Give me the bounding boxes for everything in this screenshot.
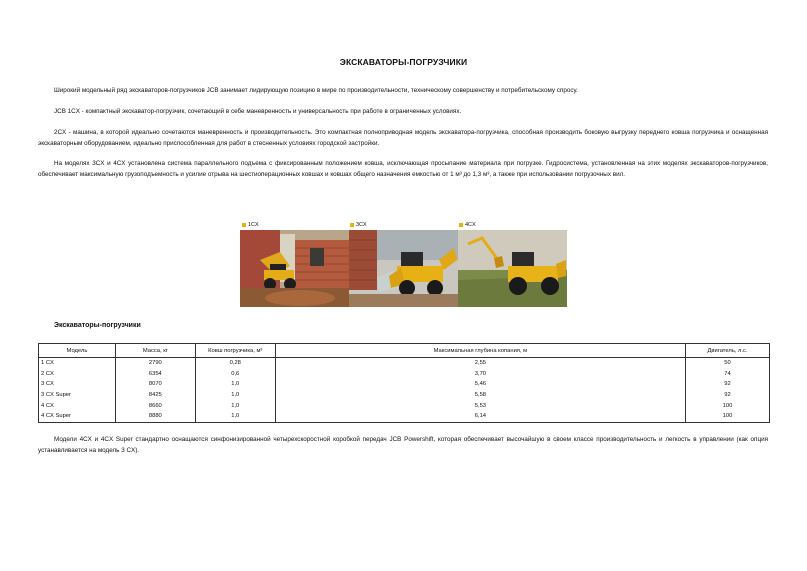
cell-engine: 74 bbox=[686, 369, 770, 380]
table-title: Экскаваторы-погрузчики bbox=[54, 322, 141, 329]
table-row bbox=[39, 400, 770, 411]
cell-bucket: 1,0 bbox=[195, 411, 275, 422]
cell-model: 3 CX Super bbox=[39, 390, 116, 401]
cell-dig-depth: 5,58 bbox=[275, 390, 685, 401]
table-row bbox=[39, 369, 770, 380]
cell-mass: 6354 bbox=[115, 369, 195, 380]
cell-bucket: 1,0 bbox=[195, 400, 275, 411]
header-mass: Масса, кг bbox=[115, 344, 195, 358]
cell-dig-depth: 5,46 bbox=[275, 379, 685, 390]
paragraph-1cx: JCB 1CX - компактный экскаватор-погрузчик, сочетающий в себе маневренность и универсальность при работе в ограниченных условиях. bbox=[54, 108, 462, 115]
table-header-row bbox=[39, 344, 770, 358]
intro-paragraph: Широкий модельный ряд экскаваторов-погрузчиков JCB занимает лидирующую позицию в мире по производительности, техническому совершенству и потребительскому спросу. bbox=[54, 87, 578, 94]
cell-dig-depth: 2,55 bbox=[275, 358, 685, 369]
table-row bbox=[39, 358, 770, 369]
cell-engine: 50 bbox=[686, 358, 770, 369]
cell-bucket: 1,0 bbox=[195, 379, 275, 390]
cell-mass: 8425 bbox=[115, 390, 195, 401]
cell-bucket: 0,6 bbox=[195, 369, 275, 380]
photo-4cx bbox=[458, 230, 567, 307]
cell-mass: 8660 bbox=[115, 400, 195, 411]
photo-strip bbox=[240, 222, 567, 307]
photo-3cx bbox=[349, 230, 458, 307]
table-row bbox=[39, 411, 770, 422]
cell-model: 3 CX bbox=[39, 379, 116, 390]
photo-caption-1-label: 1CX bbox=[248, 222, 259, 228]
cell-mass: 8880 bbox=[115, 411, 195, 422]
header-dig-depth: Максимальная глубина копания, м bbox=[275, 344, 685, 358]
cell-dig-depth: 5,53 bbox=[275, 400, 685, 411]
cell-engine: 100 bbox=[686, 411, 770, 422]
cell-dig-depth: 3,70 bbox=[275, 369, 685, 380]
cell-bucket: 0,28 bbox=[195, 358, 275, 369]
cell-engine: 92 bbox=[686, 390, 770, 401]
header-engine: Двигатель, л.с. bbox=[686, 344, 770, 358]
cell-engine: 92 bbox=[686, 379, 770, 390]
table-row bbox=[39, 379, 770, 390]
specifications-table bbox=[38, 343, 770, 423]
paragraph-3cx-4cx: На моделях 3CX и 4CX установлена система параллельного подъема с фиксированным положением ковша, исключающая просыпание материала при погрузке. Гидросистема, установленная на этих моделях экскаваторов-погрузчиков, обеспечивает максимальную грузоподъемность и усилие отрыва на шестиоперационных ковшах и ковшах общего назначения емкостью от 1 м³ до 1,3 м³, а также при использовании погрузочных вил. bbox=[38, 160, 768, 178]
paragraph-4cx-powershift: Модели 4CX и 4CX Super стандартно оснащаются синфонизированной четырехскоростной коробкой передач JCB Powershift, которая обеспечивает высочайшую в своем классе производительность и легкость в управлении (как опция устанавливается на модель 3 CX). bbox=[38, 436, 768, 454]
cell-mass: 2790 bbox=[115, 358, 195, 369]
photo-1cx bbox=[240, 230, 349, 307]
cell-model: 1 CX bbox=[39, 358, 116, 369]
photo-caption-2 bbox=[350, 222, 367, 228]
photo-caption-2-label: 3CX bbox=[356, 222, 367, 228]
cell-dig-depth: 6,14 bbox=[275, 411, 685, 422]
header-bucket: Ковш погрузчика, м³ bbox=[195, 344, 275, 358]
caption-marker-icon bbox=[459, 223, 463, 227]
photo-caption-3 bbox=[459, 222, 476, 228]
cell-mass: 8070 bbox=[115, 379, 195, 390]
cell-bucket: 1,0 bbox=[195, 390, 275, 401]
header-model: Модель bbox=[39, 344, 116, 358]
cell-engine: 100 bbox=[686, 400, 770, 411]
caption-marker-icon bbox=[350, 223, 354, 227]
table-row bbox=[39, 390, 770, 401]
cell-model: 4 CX bbox=[39, 400, 116, 411]
caption-marker-icon bbox=[242, 223, 246, 227]
page-title: ЭКСКАВАТОРЫ-ПОГРУЗЧИКИ bbox=[339, 57, 468, 67]
paragraph-2cx: 2CX - машина, в которой идеально сочетаются маневренность и производительность. Это компактная полноприводная модель экскаватора-погрузчика, способная производить боковую выгрузку переднего ковша погрузчика и оснащенная экскаваторным оборудованием, идеально приспособленная для работ в стесненных условиях городской застройки. bbox=[38, 129, 768, 147]
cell-model: 2 CX bbox=[39, 369, 116, 380]
photo-caption-3-label: 4CX bbox=[465, 222, 476, 228]
photo-caption-1 bbox=[242, 222, 259, 228]
cell-model: 4 CX Super bbox=[39, 411, 116, 422]
